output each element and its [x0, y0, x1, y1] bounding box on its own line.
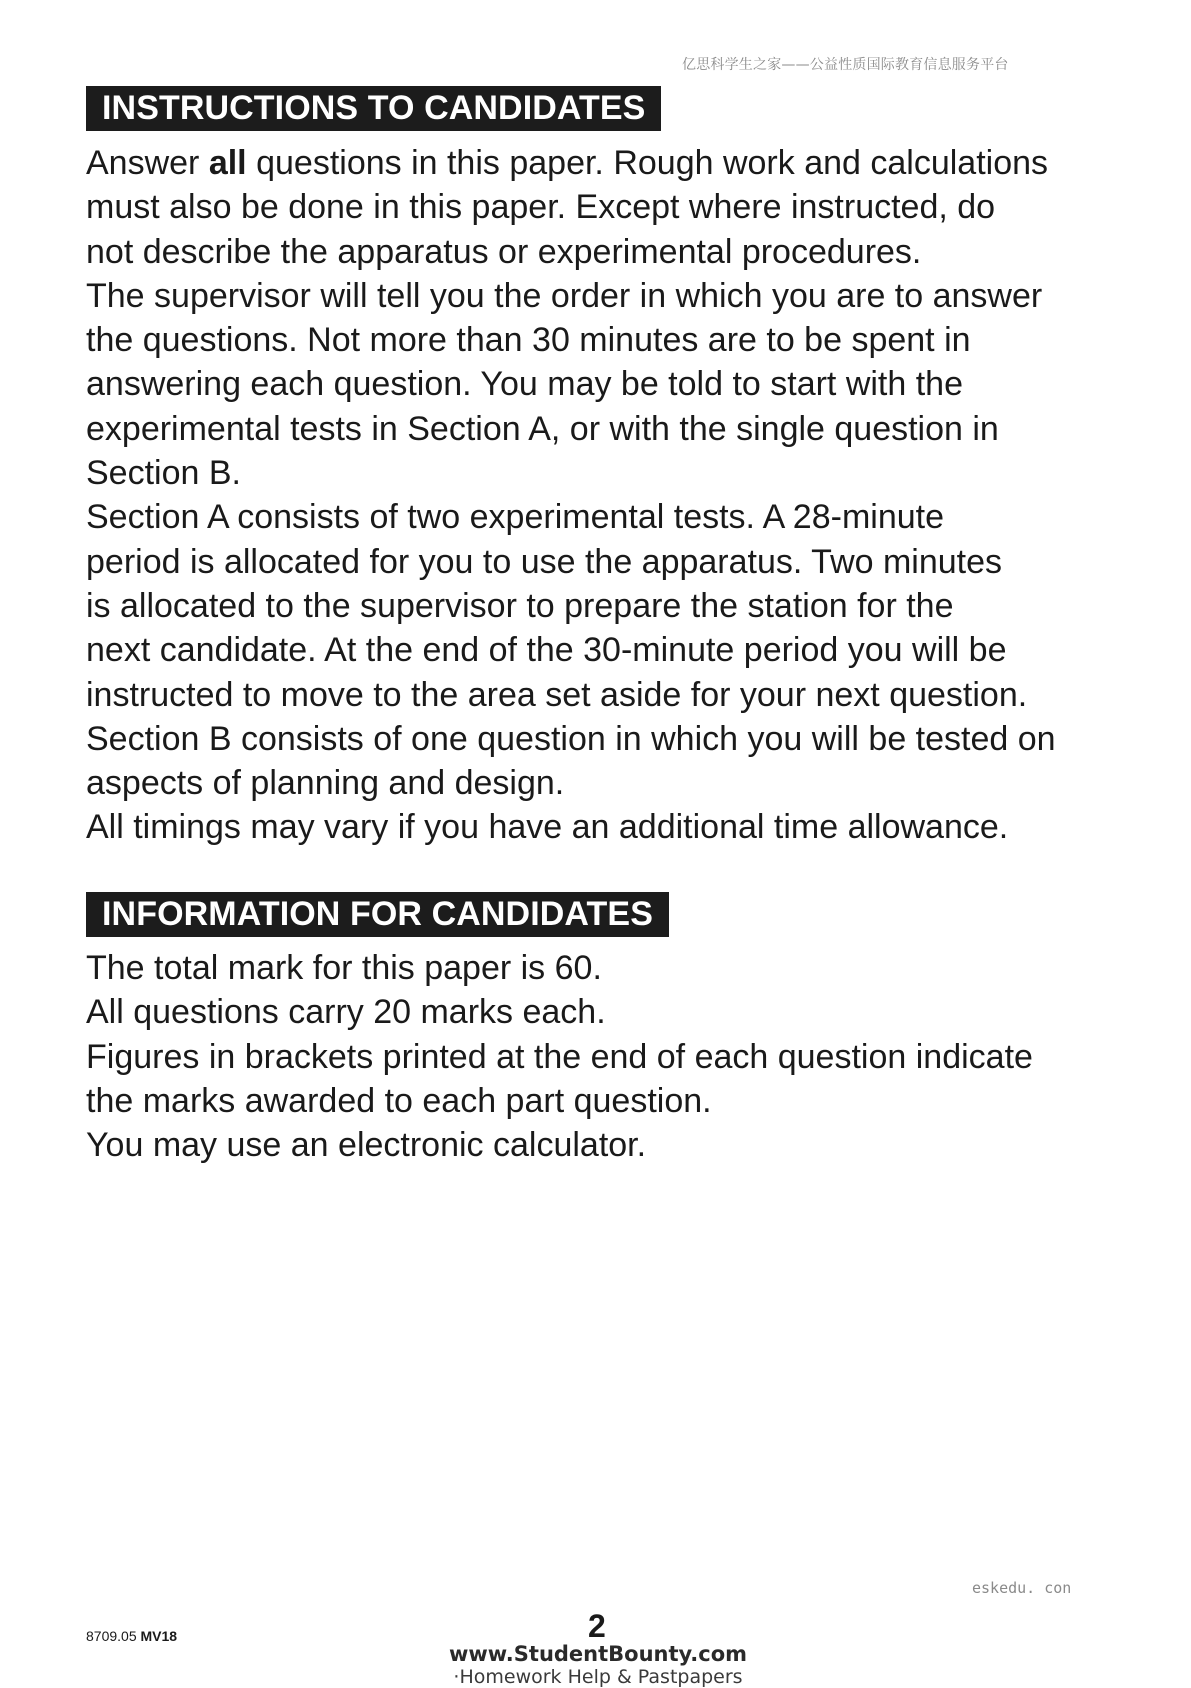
eskedu-watermark: eskedu. con — [972, 1579, 1072, 1597]
text-line: All timings may vary if you have an additional time allowance. — [86, 808, 1009, 847]
studentbounty-logo — [448, 1642, 748, 1688]
emphasis-all: all — [208, 144, 247, 182]
logo-tagline-text: ·Homework Help & Pastpapers — [453, 1666, 743, 1688]
instructions-heading: INSTRUCTIONS TO CANDIDATES — [86, 86, 661, 131]
text-line: The supervisor will tell you the order in which you are to answer — [86, 276, 1043, 315]
text-line: aspects of planning and design. — [86, 764, 565, 803]
instructions-paragraph-3 — [86, 495, 1126, 716]
text-line: period is allocated for you to use the apparatus. Two minutes — [86, 542, 1003, 581]
paper-code-series: MV18 — [140, 1628, 178, 1644]
text-fragment: questions in this paper. Rough work and calculations — [246, 144, 1049, 182]
information-body — [86, 946, 1126, 1167]
instructions-body — [86, 141, 1126, 850]
text-line: the questions. Not more than 30 minutes are to be spent in — [86, 321, 971, 360]
text-line: The total mark for this paper is 60. — [86, 949, 602, 987]
text-line: answering each question. You may be told to start with the — [86, 365, 963, 404]
information-heading: INFORMATION FOR CANDIDATES — [86, 892, 669, 937]
information-paragraph — [86, 946, 1126, 1167]
text-line: Figures in brackets printed at the end of each question indicate — [86, 1037, 1033, 1076]
page-number: 2 — [588, 1608, 606, 1644]
text-line: Section A consists of two experimental tests. A 28-minute — [86, 498, 945, 537]
text-line — [86, 141, 1126, 185]
text-fragment: Answer — [86, 144, 209, 182]
text-line: Section B. — [86, 454, 241, 493]
text-line: You may use an electronic calculator. — [86, 1126, 647, 1165]
text-line: Section B consists of one question in which you will be tested on — [86, 719, 1056, 758]
header-watermark-text: 亿思科学生之家——公益性质国际教育信息服务平台 — [682, 57, 1009, 73]
text-line: is allocated to the supervisor to prepare the station for the — [86, 586, 954, 625]
text-line: next candidate. At the end of the 30-minute period you will be — [86, 631, 1007, 670]
paper-code-number: 8709.05 — [86, 1628, 137, 1644]
paper-code — [86, 1628, 177, 1644]
text-line: must also be done in this paper. Except where instructed, do — [86, 188, 996, 227]
text-line: All questions carry 20 marks each. — [86, 993, 606, 1032]
text-line: the marks awarded to each part question. — [86, 1081, 712, 1120]
instructions-paragraph-5 — [86, 805, 1126, 849]
instructions-paragraph-4 — [86, 717, 1126, 806]
text-line: experimental tests in Section A, or with the single question in — [86, 409, 999, 448]
text-line: not describe the apparatus or experimental procedures. — [86, 232, 922, 271]
logo-url-text: www.StudentBounty.com — [448, 1642, 748, 1666]
text-line: instructed to move to the area set aside for your next question. — [86, 675, 1028, 714]
instructions-paragraph-1 — [86, 141, 1126, 274]
instructions-paragraph-2 — [86, 274, 1126, 495]
